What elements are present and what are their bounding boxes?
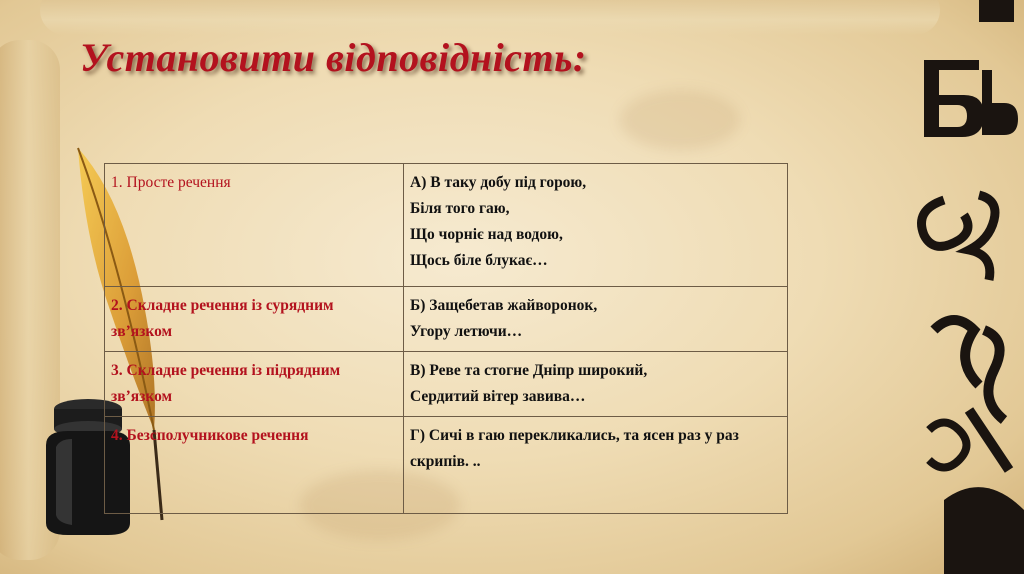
table-cell-right <box>404 287 788 352</box>
table-cell-left: 3. Складне речення із підрядним зв’язком <box>105 352 404 417</box>
table-row <box>105 352 788 417</box>
poem-line: Б) Защебетав жайворонок, <box>410 297 598 314</box>
matching-table <box>104 163 788 514</box>
poem-line: Угору летючи… <box>410 323 523 340</box>
poem-line: В) Реве та стогне Дніпр широкий, <box>410 362 648 379</box>
table-row <box>105 164 788 287</box>
poem-line: Біля того гаю, <box>410 200 510 217</box>
table-cell-right <box>404 417 788 514</box>
old-slavonic-letters-icon <box>884 0 1024 574</box>
table-row <box>105 417 788 514</box>
table-cell-right <box>404 164 788 287</box>
table-cell-left: 1. Просте речення <box>105 164 404 287</box>
table-cell-left: 4. Безсполучникове речення <box>105 417 404 514</box>
slide-title: Установити відповідність: <box>80 35 587 80</box>
parchment-top-curl <box>40 0 940 35</box>
parchment-stain <box>620 90 740 150</box>
poem-line: А) В таку добу під горою, <box>410 174 587 191</box>
poem-line: Щось біле блукає… <box>410 252 548 269</box>
poem-line: Сердитий вітер завива… <box>410 388 586 405</box>
poem-line: Г) Сичі в гаю перекликались, та ясен раз у раз скрипів. .. <box>410 427 739 470</box>
table-cell-right <box>404 352 788 417</box>
poem-line: Що чорніє над водою, <box>410 226 563 243</box>
table-cell-left: 2. Складне речення із сурядним зв’язком <box>105 287 404 352</box>
table-row <box>105 287 788 352</box>
